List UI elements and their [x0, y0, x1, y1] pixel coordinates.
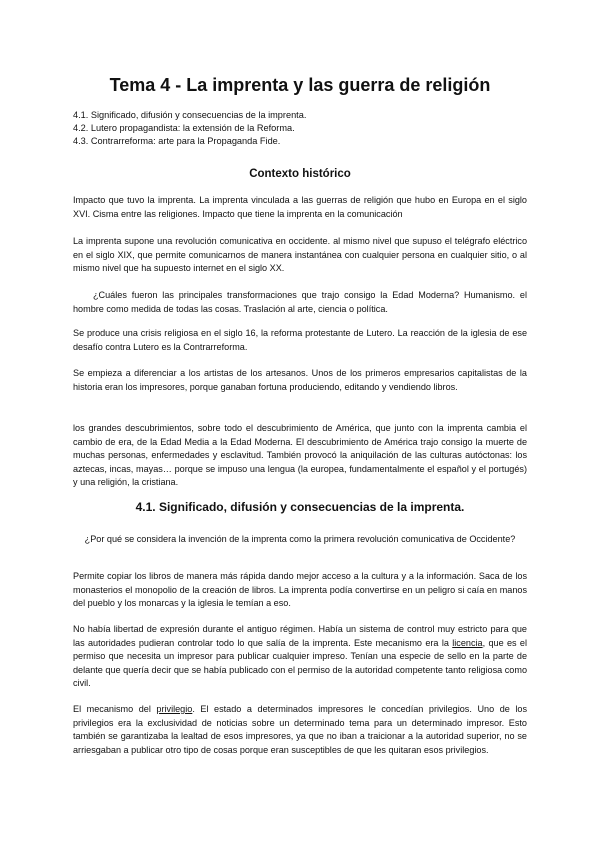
toc-item: 4.1. Significado, difusión y consecuencias de la imprenta. — [73, 110, 307, 120]
context-heading: Contexto histórico — [249, 168, 351, 180]
paragraph: Se empieza a diferenciar a los artistas de los artesanos. Unos de los primeros empresarios capitalistas de la historia eran los impresores, porque ganaban fortuna produciendo, editando y vendiendo libros. — [73, 368, 527, 392]
paragraph: Impacto que tuvo la imprenta. La imprenta vinculada a las guerras de religión que hubo en Europa en el siglo XVI. Cisma entre las religiones. Impacto que tiene la imprenta en la comunicación — [73, 195, 527, 219]
text-run: . El estado a determinados impresores le concedían privilegios. Uno de los privilegios era la exclusividad de noticias sobre un determinado tema para un determinado impresor. Esto también se garantizaba la lealtad de esos impresores, ya que no iban a traicionar a la autoridad superior, no se arriesgaban a publicar otro tipo de cosas porque eran susceptibles de que les quitaran esos privilegios. — [73, 704, 527, 755]
paragraph-licencia — [73, 623, 527, 691]
paragraph: Permite copiar los libros de manera más rápida dando mejor acceso a la cultura y a la información. Saca de los monasterios el monopolio de la creación de libros. La imprenta podía convertirse en un peligro si caía en manos del pueblo y los monarcas y la iglesia le temían a eso. — [73, 571, 527, 609]
text-run: No había libertad de expresión durante el antiguo régimen. Había un sistema de control muy estricto para que las autoridades pudieran controlar todo lo que salía de la imprenta. Este mecanismo era la — [73, 624, 527, 648]
underlined-term: privilegio — [156, 704, 193, 714]
document-title: Tema 4 - La imprenta y las guerra de religión — [109, 75, 491, 95]
paragraph: los grandes descubrimientos, sobre todo el descubrimiento de América, que junto con la imprenta cambia el cambio de era, de la Edad Media a la Edad Moderna. El descubrimiento de América trajo consigo la muerte de muchas personas, enfermedades y esclavitud. También provocó la aniquilación de las culturas autóctonas: los aztecas, incas, mayas… porque se impuso una lengua (la europea, fundamentalmente el español y el portugés) y una religión, la cristiana. — [73, 423, 527, 488]
section-question: ¿Por qué se considera la invención de la imprenta como la primera revolución comunicativa de Occidente? — [84, 534, 516, 544]
paragraph-privilegio — [73, 703, 527, 757]
paragraph: Se produce una crisis religiosa en el siglo 16, la reforma protestante de Lutero. La reacción de la iglesia de ese desafío contra Lutero es la Contrarreforma. — [73, 328, 527, 352]
toc-item: 4.2. Lutero propagandista: la extensión de la Reforma. — [73, 123, 295, 133]
paragraph: La imprenta supone una revolución comunicativa en occidente. al mismo nivel que supuso el telégrafo eléctrico en el siglo XIX, que permite comunicarnos de manera instantánea con cualquier persona en cualquier sitio, o al mismo nivel que ha supuesto internet en el siglo XX. — [73, 236, 527, 274]
question-paragraph: ¿Cuáles fueron las principales transformaciones que trajo consigo la Edad Moderna? Humanismo. el hombre como medida de todas las cosas. Traslación al arte, ciencia o política. — [73, 290, 527, 314]
table-of-contents — [73, 109, 306, 148]
text-run: , que es el permiso que necesita un impresor para publicar cualquier impreso. Tenían una especie de sello en la parte de delante que quería decir que se había publicado con el permiso de la autoridad competente tanto religiosa como civil. — [73, 637, 527, 689]
text-run: El mecanismo del — [73, 704, 157, 714]
toc-item: 4.3. Contrarreforma: arte para la Propaganda Fide. — [73, 136, 281, 146]
underlined-term: licencia — [452, 637, 483, 648]
section-heading: 4.1. Significado, difusión y consecuencias de la imprenta. — [135, 500, 465, 514]
